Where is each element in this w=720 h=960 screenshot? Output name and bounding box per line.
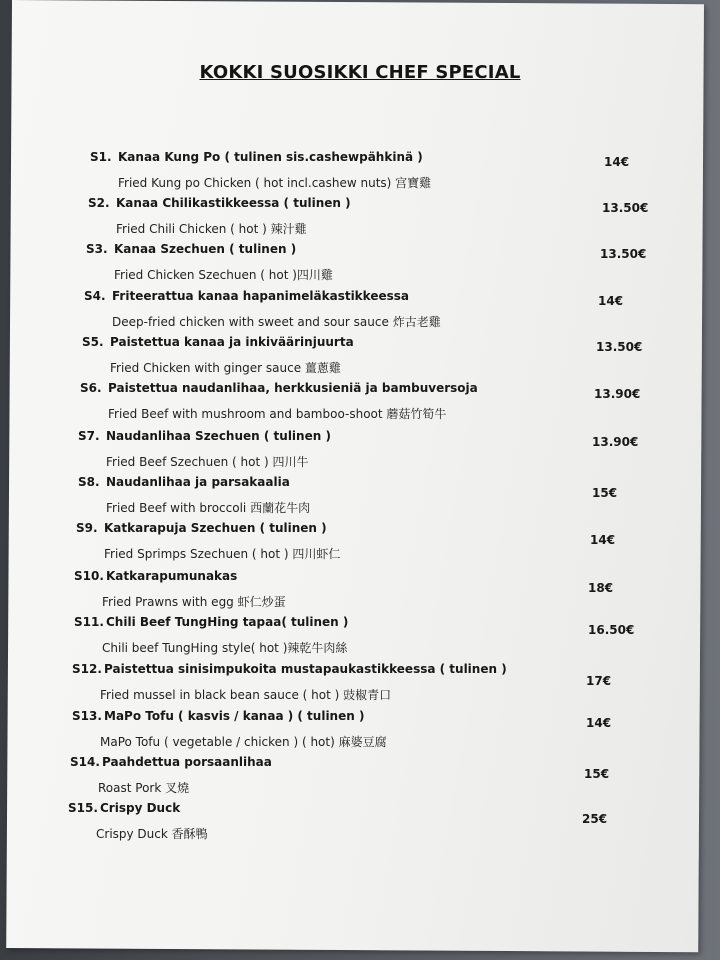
item-name-english: Fried Kung po Chicken ( hot incl.cashew nuts) 宫寶雞 xyxy=(118,176,432,190)
item-code: S4. xyxy=(84,289,106,303)
item-price: 15€ xyxy=(592,486,618,500)
menu-item xyxy=(82,335,720,381)
item-name-english: MaPo Tofu ( vegetable / chicken ) ( hot) 麻婆豆腐 xyxy=(100,735,387,749)
menu-item xyxy=(70,755,710,801)
item-name-english: Fried Chicken Szechuen ( hot )四川雞 xyxy=(114,268,333,282)
item-price: 16.50€ xyxy=(588,623,635,637)
menu-item xyxy=(78,429,718,475)
item-code: S11. xyxy=(74,615,104,629)
item-code: S9. xyxy=(76,521,98,535)
item-price: 13.90€ xyxy=(592,435,639,449)
menu-item xyxy=(88,196,720,242)
item-name-finnish: Crispy Duck xyxy=(100,801,181,815)
menu-item xyxy=(68,801,708,847)
item-name-finnish: Naudanlihaa ja parsakaalia xyxy=(106,475,290,489)
item-price: 15€ xyxy=(584,767,610,781)
item-name-finnish: Katkarapumunakas xyxy=(106,569,238,583)
menu-item xyxy=(84,289,720,335)
item-code: S5. xyxy=(82,335,104,349)
item-name-finnish: Katkarapuja Szechuen ( tulinen ) xyxy=(104,521,327,535)
menu-item xyxy=(74,569,714,615)
item-code: S6. xyxy=(80,381,102,395)
item-name-english: Fried Beef Szechuen ( hot ) 四川牛 xyxy=(106,455,309,469)
item-name-english: Fried Chili Chicken ( hot ) 辣汁雞 xyxy=(116,222,307,236)
item-name-english: Deep-fried chicken with sweet and sour sauce 炸古老雞 xyxy=(112,315,441,329)
item-code: S13. xyxy=(72,709,102,723)
item-price: 13.90€ xyxy=(594,387,641,401)
menu-item xyxy=(72,709,712,755)
item-code: S1. xyxy=(90,150,112,164)
menu-item xyxy=(80,381,720,427)
item-name-finnish: Chili Beef TungHing tapaa( tulinen ) xyxy=(106,615,349,629)
menu-title: KOKKI SUOSIKKI CHEF SPECIAL xyxy=(199,62,521,83)
menu-item xyxy=(76,521,716,567)
item-code: S7. xyxy=(78,429,100,443)
item-code: S12. xyxy=(72,662,102,676)
item-price: 14€ xyxy=(586,716,612,730)
item-code: S15. xyxy=(68,801,98,815)
item-name-english: Roast Pork 叉燒 xyxy=(98,781,190,795)
item-name-finnish: Kanaa Chilikastikkeessa ( tulinen ) xyxy=(116,196,351,210)
item-price: 13.50€ xyxy=(602,201,649,215)
item-name-finnish: MaPo Tofu ( kasvis / kanaa ) ( tulinen ) xyxy=(104,709,365,723)
menu-item xyxy=(72,662,712,708)
item-code: S3. xyxy=(86,242,108,256)
item-price: 18€ xyxy=(588,581,614,595)
item-name-english: Crispy Duck 香酥鴨 xyxy=(96,827,208,841)
item-name-english: Fried Beef with broccoli 西蘭花牛肉 xyxy=(106,501,311,515)
item-name-finnish: Kanaa Szechuen ( tulinen ) xyxy=(114,242,297,256)
item-code: S10. xyxy=(74,569,104,583)
menu-item xyxy=(78,475,718,521)
item-code: S2. xyxy=(88,196,110,210)
item-code: S14. xyxy=(70,755,100,769)
item-name-english: Fried Prawns with egg 虾仁炒蛋 xyxy=(102,595,286,609)
item-name-english: Fried Chicken with ginger sauce 薑蔥雞 xyxy=(110,361,341,375)
item-price: 14€ xyxy=(604,155,630,169)
item-name-finnish: Paahdettua porsaanlihaa xyxy=(102,755,272,769)
item-name-finnish: Friteerattua kanaa hapanimeläkastikkeessa xyxy=(112,289,409,303)
item-price: 14€ xyxy=(598,294,624,308)
item-name-english: Chili beef TungHing style( hot )辣乾牛肉絲 xyxy=(102,641,348,655)
item-price: 17€ xyxy=(586,674,612,688)
item-price: 13.50€ xyxy=(600,247,647,261)
menu-item xyxy=(86,242,720,288)
item-price: 13.50€ xyxy=(596,340,643,354)
menu-item xyxy=(74,615,714,661)
item-name-english: Fried mussel in black bean sauce ( hot ) 豉椒青口 xyxy=(100,688,392,702)
item-price: 25€ xyxy=(582,812,608,826)
item-name-english: Fried Sprimps Szechuen ( hot ) 四川虾仁 xyxy=(104,547,341,561)
item-name-finnish: Paistettua kanaa ja inkiväärinjuurta xyxy=(110,335,354,349)
item-name-finnish: Naudanlihaa Szechuen ( tulinen ) xyxy=(106,429,331,443)
item-code: S8. xyxy=(78,475,100,489)
item-name-finnish: Kanaa Kung Po ( tulinen sis.cashewpähkinä ) xyxy=(118,150,423,164)
item-name-english: Fried Beef with mushroom and bamboo-shoot 蘑菇竹筍牛 xyxy=(108,407,447,421)
item-price: 14€ xyxy=(590,533,616,547)
item-name-finnish: Paistettua sinisimpukoita mustapaukastikkeessa ( tulinen ) xyxy=(104,662,507,676)
menu-item xyxy=(90,150,720,196)
item-name-finnish: Paistettua naudanlihaa, herkkusieniä ja bambuversoja xyxy=(108,381,478,395)
